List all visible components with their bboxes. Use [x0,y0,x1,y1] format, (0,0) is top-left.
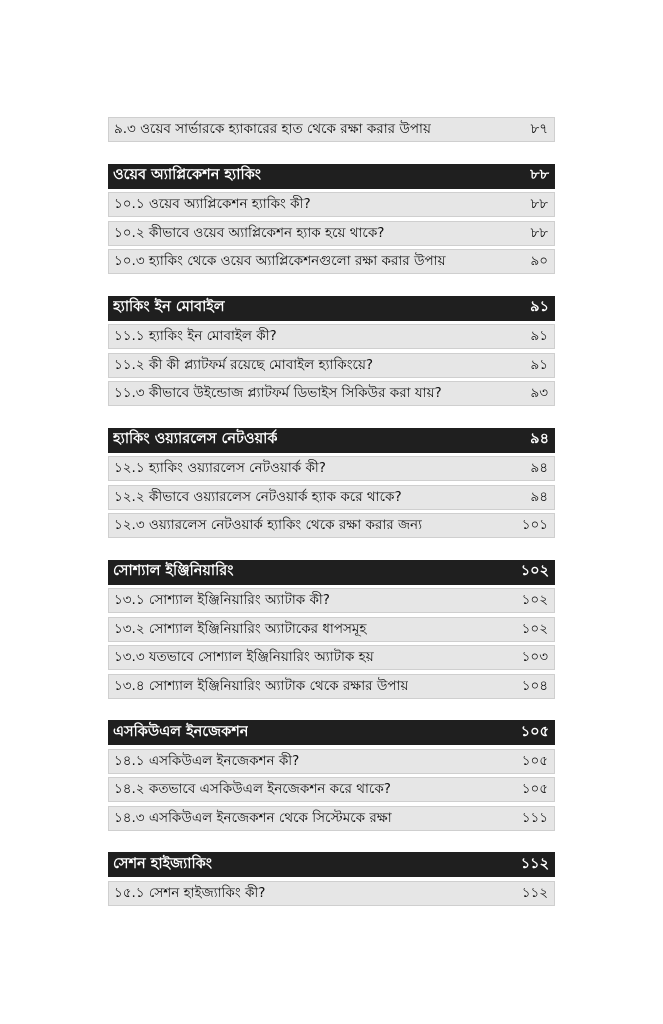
chapter-title: হ্যাকিং ইন মোবাইল [113,299,225,315]
chapter-title: সোশ্যাল ইঞ্জিনিয়ারিং [113,563,234,579]
chapter-heading [108,164,555,189]
page-number: ১০২ [520,563,549,579]
entry-title: ১১.১ হ্যাকিং ইন মোবাইল কী? [114,328,277,344]
page-number: ৯১ [530,356,548,373]
entry-title: ৯.৩ ওয়েব সার্ভারকে হ্যাকারের হাত থেকে রক্ষা করার উপায় [114,121,431,137]
section-spacer [108,410,555,428]
page-number: ৯৩ [530,385,548,401]
section-spacer [108,542,555,560]
page-number: ১০৫ [521,781,548,797]
entry-title: ১০.১ ওয়েব অ্যাপ্লিকেশন হ্যাকিং কী? [114,196,311,212]
toc-entry [108,881,555,906]
toc-entry [108,674,555,699]
entry-title: ১৩.৪ সোশ্যাল ইঞ্জিনিয়ারিং অ্যাটাক থেকে রক্ষার উপায় [114,677,409,694]
toc-entry [108,117,555,142]
entry-title: ১৪.৩ এসকিউএল ইনজেকশন থেকে সিস্টেমকে রক্ষা [114,809,392,826]
chapter-title: সেশন হাইজ্যাকিং [113,855,213,872]
entry-title: ১০.৩ হ্যাকিং থেকে ওয়েব অ্যাপ্লিকেশনগুলো রক্ষা করার উপায় [114,253,446,269]
page-number: ১০১ [521,517,548,533]
toc-entry [108,617,555,642]
toc-entry [108,381,555,406]
entry-title: ১২.১ হ্যাকিং ওয়্যারলেস নেটওয়ার্ক কী? [114,460,326,476]
entry-title: ১৩.১ সোশ্যাল ইঞ্জিনিয়ারিং অ্যাটাক কী? [114,592,330,608]
page-number: ১১২ [521,884,548,901]
entry-title: ১২.২ কীভাবে ওয়্যারলেস নেটওয়ার্ক হ্যাক করে থাকে? [114,488,402,505]
toc-entry [108,588,555,613]
page-number: ৮৭ [530,121,548,137]
page-number: ৯০ [530,253,548,269]
section-spacer [108,702,555,720]
page-number: ৯৪ [530,488,548,505]
section-spacer [108,834,555,852]
toc-entry [108,249,555,274]
chapter-heading [108,296,555,321]
page-number: ১১২ [520,855,549,872]
toc-entry [108,353,555,378]
entry-title: ১৩.৩ যতভাবে সোশ্যাল ইঞ্জিনিয়ারিং অ্যাটাক হয় [114,649,374,665]
page-number: ৮৮ [530,224,548,241]
chapter-heading [108,560,555,585]
chapter-heading [108,720,555,745]
chapter-title: এসকিউএল ইনজেকশন [113,723,249,740]
page-number: ১১১ [521,809,548,826]
entry-title: ১৪.১ এসকিউএল ইনজেকশন কী? [114,752,300,769]
toc-entry [108,749,555,774]
entry-title: ১০.২ কীভাবে ওয়েব অ্যাপ্লিকেশন হ্যাক হয়ে থাকে? [114,224,385,241]
entry-title: ১২.৩ ওয়্যারলেস নেটওয়ার্ক হ্যাকিং থেকে রক্ষা করার জন্য [114,517,422,533]
entry-title: ১৫.১ সেশন হাইজ্যাকিং কী? [114,884,266,901]
page-number: ১০৫ [520,723,549,740]
page-number: ৯৪ [530,460,548,476]
chapter-title: ওয়েব অ্যাপ্লিকেশন হ্যাকিং [113,167,261,183]
toc-entry [108,645,555,670]
toc-entry [108,777,555,802]
toc-entry [108,806,555,831]
page-number: ৮৮ [530,167,549,183]
chapter-heading [108,428,555,453]
section-spacer [108,278,555,296]
page-number: ৯১ [530,328,548,344]
page-number: ১০২ [521,592,548,608]
toc-entry [108,456,555,481]
toc-entry [108,192,555,217]
section-spacer [108,146,555,164]
entry-title: ১৪.২ কতভাবে এসকিউএল ইনজেকশন করে থাকে? [114,781,391,797]
toc-entry [108,324,555,349]
toc-entry [108,485,555,510]
page-number: ১০৪ [521,677,548,694]
toc-entry [108,221,555,246]
toc-entry [108,513,555,538]
page-number: ১০২ [521,620,548,637]
table-of-contents [108,117,555,909]
page-number: ৯১ [530,299,549,315]
entry-title: ১৩.২ সোশ্যাল ইঞ্জিনিয়ারিং অ্যাটাকের ধাপসমূহ [114,620,367,637]
page-number: ১০৫ [521,752,548,769]
entry-title: ১১.৩ কীভাবে উইন্ডোজ প্ল্যাটফর্ম ডিভাইস সিকিউর করা যায়? [114,385,442,401]
page-number: ৮৮ [530,196,548,212]
page-number: ৯৪ [530,431,549,447]
chapter-heading [108,852,555,877]
chapter-title: হ্যাকিং ওয়্যারলেস নেটওয়ার্ক [113,431,278,447]
entry-title: ১১.২ কী কী প্ল্যাটফর্ম রয়েছে মোবাইল হ্যাকিংয়ে? [114,356,374,373]
page-number: ১০৩ [521,649,548,665]
